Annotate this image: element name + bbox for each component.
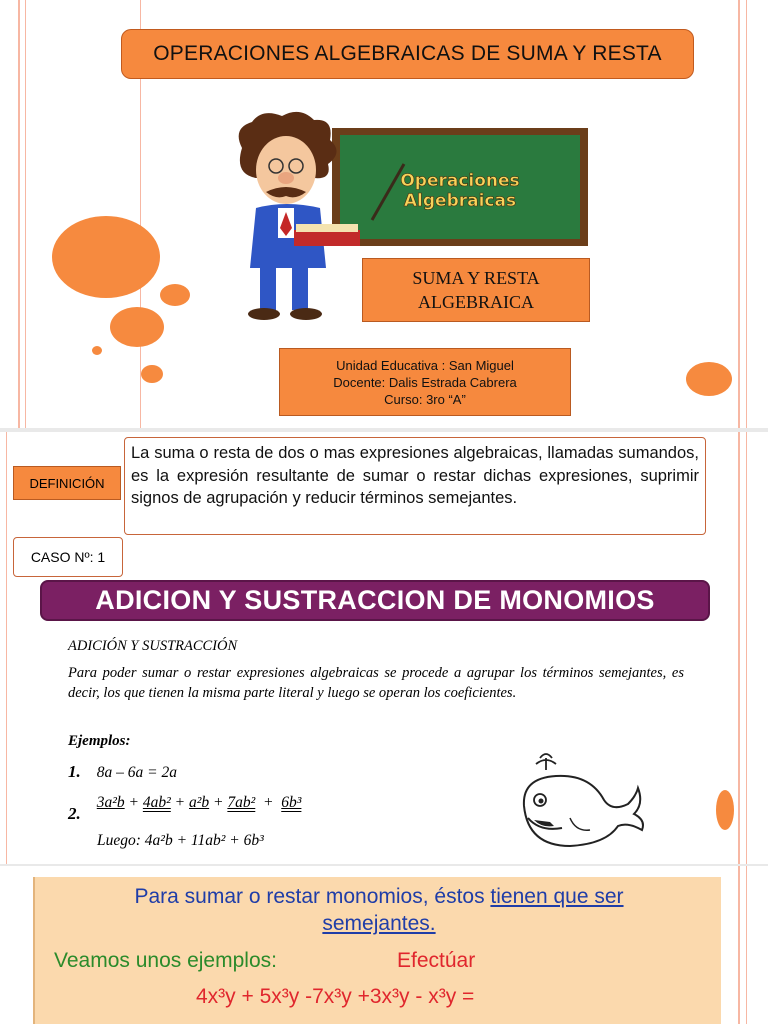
term: 3a²b: [96, 794, 125, 811]
case-label: CASO Nº: 1: [13, 537, 123, 577]
examples-label: Ejemplos:: [68, 733, 131, 749]
efectuar-label: Efectúar: [397, 949, 476, 972]
decor-line: [6, 432, 7, 864]
term: 6b³: [281, 794, 302, 811]
rule-text-a: Para sumar o restar monomios, éstos: [134, 885, 491, 908]
decor-circle: [686, 362, 732, 396]
explanation-paragraph: Para poder sumar o restar expresiones algebraicas se procede a agrupar los términos semejantes, es decir, los que tienen la misma parte literal y luego se operan los coeficientes.: [68, 665, 684, 701]
decor-circle: [110, 307, 164, 347]
suma-line-1: SUMA Y RESTA: [412, 268, 540, 288]
board-text-2: Algebraicas: [403, 191, 517, 211]
suma-resta-box: [362, 258, 590, 322]
decor-circle: [716, 790, 734, 830]
decor-line: [746, 432, 747, 864]
rule-text: [35, 883, 723, 937]
rule-text-c: semejantes.: [322, 912, 436, 935]
school-name: Unidad Educativa : San Miguel: [336, 357, 514, 373]
decor-circle: [52, 216, 160, 298]
term: a²b: [189, 794, 210, 811]
decor-circle: [141, 365, 163, 383]
school-info-box: [279, 348, 571, 416]
decor-line: [25, 0, 26, 428]
decor-line: [738, 0, 740, 428]
whale-illustration: [510, 748, 650, 858]
example-1-expression: 8a – 6a = 2a: [96, 764, 177, 781]
teacher-name: Docente: Dalis Estrada Cabrera: [333, 374, 517, 390]
example-2: 2.3a²b + 4ab² + a²b + 7ab² + 6b³: [68, 794, 302, 823]
decor-line: [738, 866, 740, 1024]
definition-text: La suma o resta de dos o mas expresiones algebraicas, llamadas sumandos, es la expresión resultante de sumar o restar dichas expresiones, suprimir signos de agrupación y reducir términos semejantes.: [124, 437, 706, 535]
definition-label: DEFINICIÓN: [13, 466, 121, 500]
example-1-number: 1.: [68, 762, 81, 781]
examples-intro: Veamos unos ejemplos:: [54, 949, 277, 972]
example-1: [68, 762, 177, 782]
examples-panel: [33, 877, 721, 1024]
course: Curso: 3ro “A”: [384, 391, 466, 407]
board-text-1: Operaciones: [400, 171, 520, 191]
suma-line-2: ALGEBRAICA: [418, 292, 534, 312]
decor-line: [738, 432, 740, 864]
term: 7ab²: [227, 794, 256, 811]
decor-line: [746, 0, 747, 428]
page-title: OPERACIONES ALGEBRAICAS DE SUMA Y RESTA: [121, 29, 694, 79]
example-2-number: 2.: [68, 804, 81, 823]
luego-expression: 4a²b + 11ab² + 6b³: [144, 832, 264, 849]
term: 4ab²: [142, 794, 171, 811]
luego-label: Luego:: [97, 832, 141, 849]
decor-circle: [92, 346, 102, 355]
subheading: ADICIÓN Y SUSTRACCIÓN: [68, 638, 238, 654]
luego-line: [97, 832, 264, 850]
rule-text-b: tienen que ser: [490, 885, 624, 908]
decor-circle: [160, 284, 190, 306]
example-expression: 4x³y + 5x³y -7x³y +3x³y - x³y =: [196, 985, 475, 1008]
section-banner: ADICION Y SUSTRACCION DE MONOMIOS: [40, 580, 710, 621]
decor-line: [18, 0, 20, 428]
decor-line: [746, 866, 747, 1024]
